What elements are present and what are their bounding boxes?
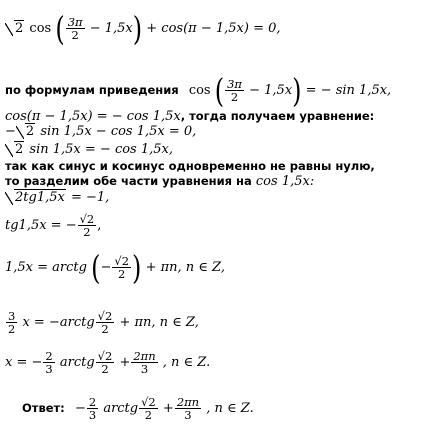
equation-original: 2 cos ( $\frac{3\pi}{2}$ − 1,5x) + cos(π − 1,5x) = 0, [5, 16, 281, 41]
sqrt-symbol: 2 [5, 22, 25, 36]
equation-substituted: − 2 sin 1,5x − cos 1,5x = 0, [5, 124, 197, 139]
answer-label: Ответ: [22, 401, 65, 416]
equation-tangent: 2tg1,5x = −1, [5, 191, 109, 205]
sqrt-symbol: 2tg1,5x [5, 191, 67, 205]
equation-scaled: $\frac{3}{2}$ x = −arctg $\frac{√2}{2}$ + πn, n ∈ Z, [8, 309, 199, 337]
cosine-reduction-line: cos(π − 1,5x) = − cos 1,5x, тогда получаем уравнение: [5, 109, 375, 124]
equation-arctangent: 1,5x = arctg (− $\frac{√2}{2}$ ) + πn, n ∈ Z, [5, 248, 225, 287]
equation-tangent-value: tg1,5x = − $\frac{√2}{2}$ , [5, 212, 102, 240]
equation-solution: x = − $\frac{2}{3}$ arctg $\frac{√2}{2}$ + $\frac{2\pi n}{3}$ , n ∈ Z. [5, 349, 211, 377]
explanation-line-2: то разделим обе части уравнения на cos 1,5x: [5, 174, 315, 189]
reduction-formula-line: по формулам приведения cos ( $\frac{3\pi}{2}$ − 1,5x) = − sin 1,5x, [5, 71, 392, 110]
answer-line: Ответ: − $\frac{2}{3}$ arctg $\frac{√2}{2}$ + $\frac{2\pi n}{3}$ , n ∈ Z. [22, 395, 254, 423]
sqrt-symbol: 2 [16, 125, 36, 139]
sqrt-symbol: 2 [5, 143, 25, 157]
equation-rearranged: 2 sin 1,5x = − cos 1,5x, [5, 143, 173, 157]
explanation-line-1: так как синус и косинус одновременно не равны нулю, [5, 159, 375, 173]
